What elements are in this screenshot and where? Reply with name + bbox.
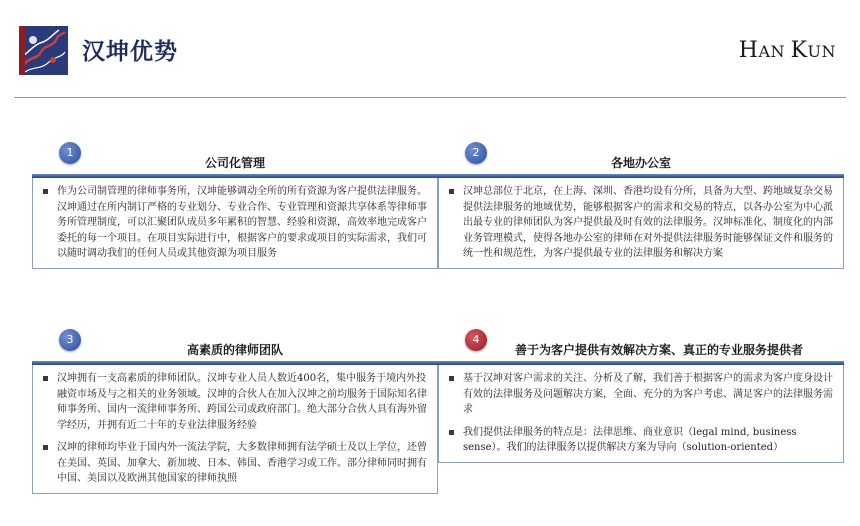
han-kun-logo xyxy=(19,26,68,75)
section-corporate-management xyxy=(32,140,438,269)
section-header xyxy=(438,140,844,174)
section-title: 公司化管理 xyxy=(204,156,265,170)
brand-wordmark xyxy=(739,38,836,63)
brand-text: AN xyxy=(758,42,791,61)
bullet-item: 我们提供法律服务的特点是：法律思维、商业意识（legal mind, business sense）。我们的法律服务以提供解决方案为导向（solution-oriented） xyxy=(449,425,835,456)
section-number-badge: 4 xyxy=(465,329,487,351)
section-header xyxy=(438,327,844,361)
brand-letter: K xyxy=(790,38,808,63)
section-body xyxy=(32,365,438,494)
section-lawyer-team xyxy=(32,327,438,494)
bullet-item: 基于汉坤对客户需求的关注、分析及了解，我们善于根据客户的需求为客户度身设计有效的法律服务及问题解决方案，全面、充分的为客户考虑、满足客户的法律服务需求 xyxy=(449,371,835,418)
bullet-item: 汉坤拥有一支高素质的律师团队。汉坤专业人员人数近400名，集中服务于境内外投融资市场及与之相关的业务领域。汉坤的合伙人在加入汉坤之前均服务于国际知名律师事务所、国内一流律师事务所、跨国公司或政府部门。绝大部分合伙人具有海外留学经历，并拥有近二十年的专业法律服务经验 xyxy=(43,371,429,433)
page-title: 汉坤优势 xyxy=(82,39,178,65)
section-body xyxy=(438,365,844,463)
section-title: 高素质的律师团队 xyxy=(186,343,283,357)
section-body xyxy=(438,178,844,269)
section-number-badge: 2 xyxy=(465,142,487,164)
bullet-item: 作为公司制管理的律师事务所，汉坤能够调动全所的所有资源为客户提供法律服务。汉坤通过在所内制订严格的专业划分、专业合作、专业管理和资源共享体系等律师事务所管理制度，可以汇聚团队成员多年累积的智慧、经验和资源，高效率地完成客户委托的每一个项目。在项目实际进行中，根据客户的要求或项目的实际需求，我们可以随时调动我们的任何人员或其他资源为项目服务 xyxy=(43,184,429,262)
brand-letter: H xyxy=(738,38,759,63)
section-offices xyxy=(438,140,844,269)
brand-text: UN xyxy=(807,42,836,61)
section-title: 善于为客户提供有效解决方案、真正的专业服务提供者 xyxy=(514,343,803,357)
section-body xyxy=(32,178,438,269)
bullet-item: 汉坤总部位于北京，在上海、深圳、香港均设有分所，具备为大型、跨地域复杂交易提供法律服务的地域优势，能够根据客户的需求和交易的特点，以各办公室为中心派出最专业的律师团队为客户提供最及时有效的法律服务。汉坤标准化、制度化的内部业务管理模式，使得各地办公室的律师在对外提供法律服务时能够保证文件和服务的统一性和规范性，为客户提供最专业的法律服务和解决方案 xyxy=(449,184,835,262)
section-solutions xyxy=(438,327,844,463)
section-header xyxy=(32,327,438,361)
section-title: 各地办公室 xyxy=(610,156,671,170)
section-header xyxy=(32,140,438,174)
bullet-item: 汉坤的律师均毕业于国内外一流法学院，大多数律师拥有法学硕士及以上学位，还曾在美国、英国、加拿大、新加坡、日本、韩国、香港学习或工作。部分律师同时拥有中国、美国以及欧洲其他国家的律师执照 xyxy=(43,440,429,487)
header-divider xyxy=(14,97,846,98)
section-number-badge: 3 xyxy=(59,329,81,351)
section-number-badge: 1 xyxy=(59,142,81,164)
